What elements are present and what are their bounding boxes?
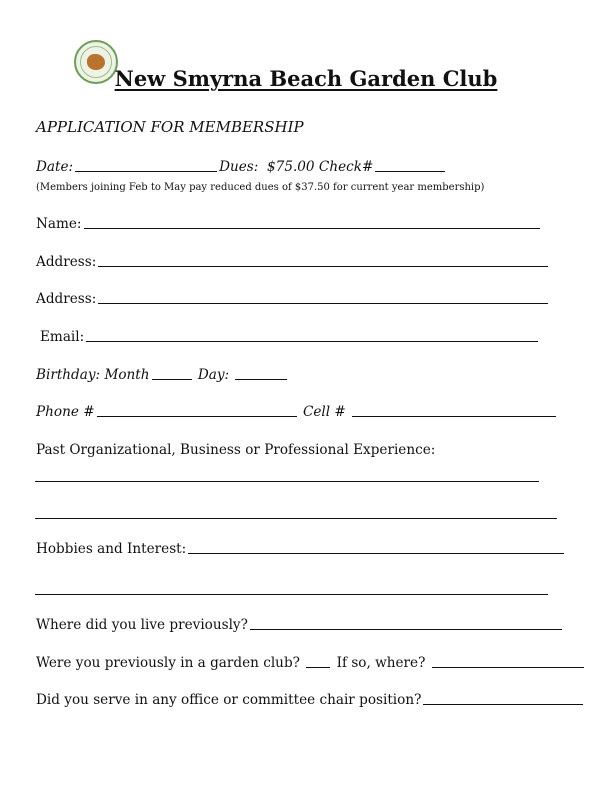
dues-note: (Members joining Feb to May pay reduced dues of $37.50 for current year membership) — [36, 182, 485, 193]
page-title: New Smyrna Beach Garden Club — [114, 66, 498, 91]
dues-row — [36, 159, 447, 175]
lived-label: Where did you live previously? — [36, 617, 248, 633]
date-field[interactable] — [75, 170, 217, 172]
experience-field-line-2[interactable] — [35, 518, 557, 519]
hobbies-label: Hobbies and Interest: — [36, 541, 187, 557]
hobbies-row — [36, 541, 566, 557]
address-field-2[interactable] — [98, 302, 548, 304]
birthday-day-field[interactable] — [235, 378, 287, 380]
office-field[interactable] — [423, 703, 583, 705]
form-title: APPLICATION FOR MEMBERSHIP — [36, 118, 304, 136]
experience-label: Past Organizational, Business or Professional Experience: — [36, 442, 436, 458]
phone-field[interactable] — [97, 415, 297, 417]
garden-club-label: Were you previously in a garden club? — [36, 655, 300, 671]
email-field[interactable] — [86, 340, 538, 342]
dues-label: Dues: — [219, 159, 259, 175]
check-number-field[interactable] — [375, 170, 445, 172]
email-row — [40, 329, 540, 345]
birthday-row — [36, 367, 289, 383]
phone-row — [36, 404, 558, 420]
cell-field[interactable] — [352, 415, 556, 417]
name-field[interactable] — [84, 227, 540, 229]
address-row-2 — [36, 291, 550, 307]
cell-label: Cell # — [302, 404, 346, 420]
birthday-month-label: Birthday: Month — [36, 367, 150, 383]
email-label: Email: — [40, 329, 85, 345]
if-so-field[interactable] — [432, 666, 584, 668]
address-label-2: Address: — [36, 291, 97, 307]
name-row — [36, 216, 542, 232]
experience-field-line-1[interactable] — [35, 481, 539, 482]
phone-label: Phone # — [36, 404, 95, 420]
hobbies-field-line-2[interactable] — [35, 594, 548, 595]
address-label-1: Address: — [36, 254, 97, 270]
lived-row — [36, 617, 564, 633]
birthday-month-field[interactable] — [152, 378, 192, 380]
lived-field[interactable] — [250, 628, 562, 630]
check-label: Check# — [318, 159, 374, 175]
if-so-label: If so, where? — [336, 655, 426, 671]
birthday-day-label: Day: — [197, 367, 230, 383]
name-label: Name: — [36, 216, 82, 232]
hobbies-field[interactable] — [188, 552, 564, 554]
date-label: Date: — [36, 159, 74, 175]
office-label: Did you serve in any office or committee chair position? — [36, 692, 422, 708]
garden-club-row — [36, 655, 586, 671]
address-row-1 — [36, 254, 550, 270]
address-field-1[interactable] — [98, 265, 548, 267]
dues-amount: $75.00 — [267, 159, 315, 175]
garden-club-field[interactable] — [306, 666, 330, 668]
office-row — [36, 692, 585, 708]
